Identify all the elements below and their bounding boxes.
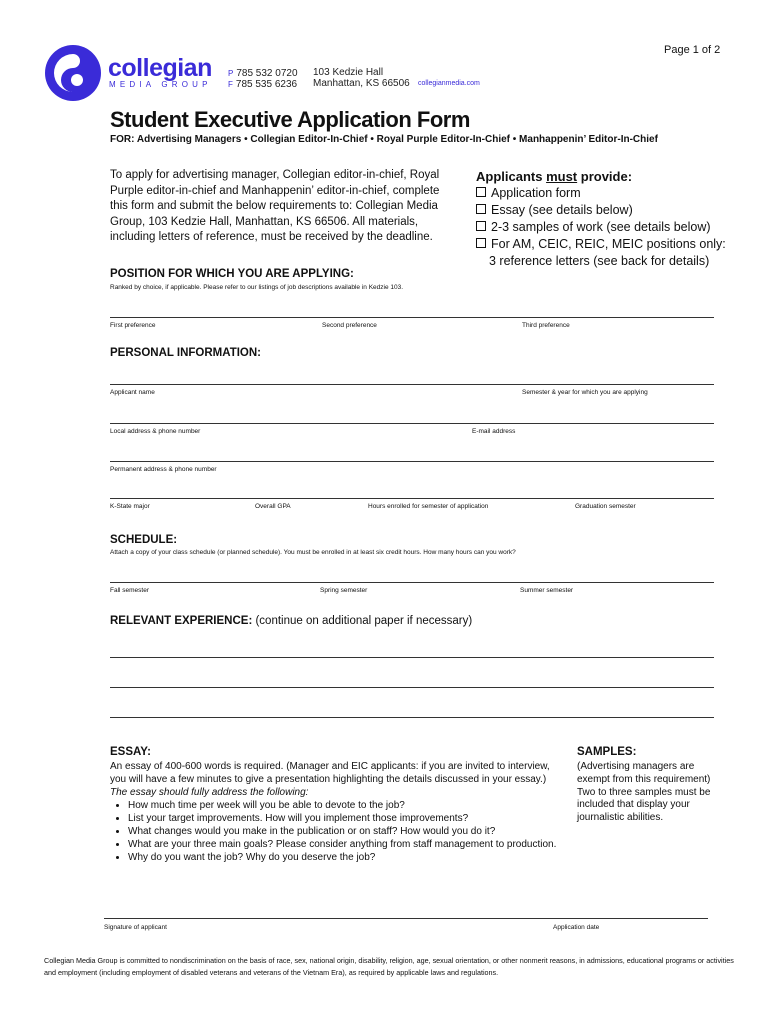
intro-paragraph: To apply for advertising manager, Collegian editor-in-chief, Royal Purple editor-in-chief and Manhappenin’ editor-in-chief, complete this form and submit the below requirements to: Collegian Media Group, 103 Kedzie Hall, Manhattan, KS 66506. All materials, including letters of reference, must be received by the deadline.: [110, 169, 440, 244]
requirements-heading: Applicants must provide:: [476, 169, 633, 184]
applicant-name-label: Applicant name: [110, 389, 155, 396]
nondiscrimination-footer: Collegian Media Group is committed to nondiscrimination on the basis of race, sex, national origin, disability, religion, age, sexual orientation, or other nonmerit reasons, in admissions, educational programs or activities and employment (including employment of disabled veterans and veterans of the Vietnam Era), as required by applicable laws and regulations.: [44, 956, 734, 977]
experience-heading: RELEVANT EXPERIENCE: (continue on additional paper if necessary): [110, 615, 473, 627]
second-preference-label: Second preference: [322, 322, 377, 329]
permanent-address-label: Permanent address & phone number: [110, 466, 217, 473]
third-preference-label: Third preference: [522, 322, 570, 329]
logo-subtitle: MEDIA GROUP: [109, 80, 212, 89]
page-title: Student Executive Application Form: [110, 107, 470, 132]
personal-info-heading: PERSONAL INFORMATION:: [110, 347, 261, 359]
schedule-note: Attach a copy of your class schedule (or planned schedule). You must be enrolled in at least six credit hours. How many hours can you work?: [110, 549, 516, 556]
major-gpa-line[interactable]: [110, 498, 714, 499]
fall-semester-label: Fall semester: [110, 587, 150, 594]
essay-bullet: • List your target improvements. How will you implement those improvements?: [128, 812, 560, 825]
gpa-label: Overall GPA: [255, 503, 291, 510]
essay-bullet: • What are your three main goals? Please consider anything from staff management to production.: [128, 838, 560, 851]
position-note: Ranked by choice, if applicable. Please refer to our listings of job descriptions available in Kedzie 103.: [110, 284, 404, 291]
fax-label: F: [228, 80, 233, 89]
for-positions-line: FOR: Advertising Managers • Collegian Editor-In-Chief • Royal Purple Editor-In-Chief • Manhappenin’ Editor-In-Chief: [110, 134, 658, 145]
applicant-name-line[interactable]: [110, 384, 714, 385]
position-heading: POSITION FOR WHICH YOU ARE APPLYING:: [110, 268, 354, 280]
schedule-heading: SCHEDULE:: [110, 534, 178, 546]
local-address-line[interactable]: [110, 423, 714, 424]
checkbox-icon[interactable]: [476, 238, 486, 248]
logo-wordmark: collegian: [108, 54, 212, 82]
collegian-logo-icon: [44, 44, 102, 102]
application-date-label: Application date: [553, 924, 600, 931]
experience-line-3[interactable]: [110, 717, 714, 718]
graduation-label: Graduation semester: [575, 503, 636, 510]
spring-semester-label: Spring semester: [320, 587, 368, 594]
schedule-field-line[interactable]: [110, 582, 714, 583]
position-field-line[interactable]: [110, 317, 714, 318]
local-address-label: Local address & phone number: [110, 428, 201, 435]
major-label: K-State major: [110, 503, 150, 510]
summer-semester-label: Summer semester: [520, 587, 574, 594]
checkbox-icon[interactable]: [476, 221, 486, 231]
website-link[interactable]: collegianmedia.com: [418, 80, 480, 87]
fax-number: 785 535 6236: [235, 79, 298, 90]
signature-label: Signature of applicant: [104, 924, 167, 931]
essay-heading: ESSAY:: [110, 746, 151, 758]
contact-address: [313, 67, 410, 89]
page-number: Page 1 of 2: [664, 44, 721, 56]
requirements-list: [476, 168, 726, 270]
experience-line-2[interactable]: [110, 687, 714, 688]
phone-number: 785 532 0720: [236, 68, 298, 79]
hours-label: Hours enrolled for semester of application: [368, 503, 489, 510]
phone-label: P: [228, 69, 234, 78]
experience-line-1[interactable]: [110, 657, 714, 658]
requirement-item[interactable]: For AM, CEIC, REIC, MEIC positions only:: [476, 236, 726, 253]
address-line1: 103 Kedzie Hall: [313, 67, 384, 78]
requirement-item[interactable]: 2-3 samples of work (see details below): [476, 219, 726, 236]
requirement-item[interactable]: Application form: [476, 185, 726, 202]
samples-text: (Advertising managers are exempt from this requirement) Two to three samples must be included that display your journalistic abilities.: [577, 761, 711, 824]
email-label: E-mail address: [472, 428, 516, 435]
semester-year-label: Semester & year for which you are applying: [522, 389, 648, 396]
essay-bullet: • What changes would you make in the publication or on staff? How would you do it?: [128, 825, 560, 838]
signature-line[interactable]: [104, 918, 708, 919]
first-preference-label: First preference: [110, 322, 156, 329]
essay-bullet: • How much time per week will you be able to devote to the job?: [128, 799, 560, 812]
essay-bullet: • Why do you want the job? Why do you deserve the job?: [128, 851, 560, 864]
requirement-item-cont: 3 reference letters (see back for details): [489, 254, 710, 268]
address-line2: Manhattan, KS 66506: [313, 78, 410, 89]
checkbox-icon[interactable]: [476, 187, 486, 197]
checkbox-icon[interactable]: [476, 204, 486, 214]
samples-heading: SAMPLES:: [577, 746, 637, 758]
essay-instructions: An essay of 400-600 words is required. (Manager and EIC applicants: if you are invited to interview, you will have a few minutes to give a presentation highlighting the details discussed in your essay.) The essay should fully address the following: • How much time per week will you be able to devote to the job? • List your target improvements. How will you implement those improvements? • What changes would you make in the publication or on staff? How would you do it? • What are your three main goals? Please consider anything from staff management to production. • Why do you want the job? Why do you deserve the job?: [110, 760, 560, 864]
permanent-address-line[interactable]: [110, 461, 714, 462]
requirement-item[interactable]: Essay (see details below): [476, 202, 726, 219]
contact-phone: [228, 68, 298, 90]
